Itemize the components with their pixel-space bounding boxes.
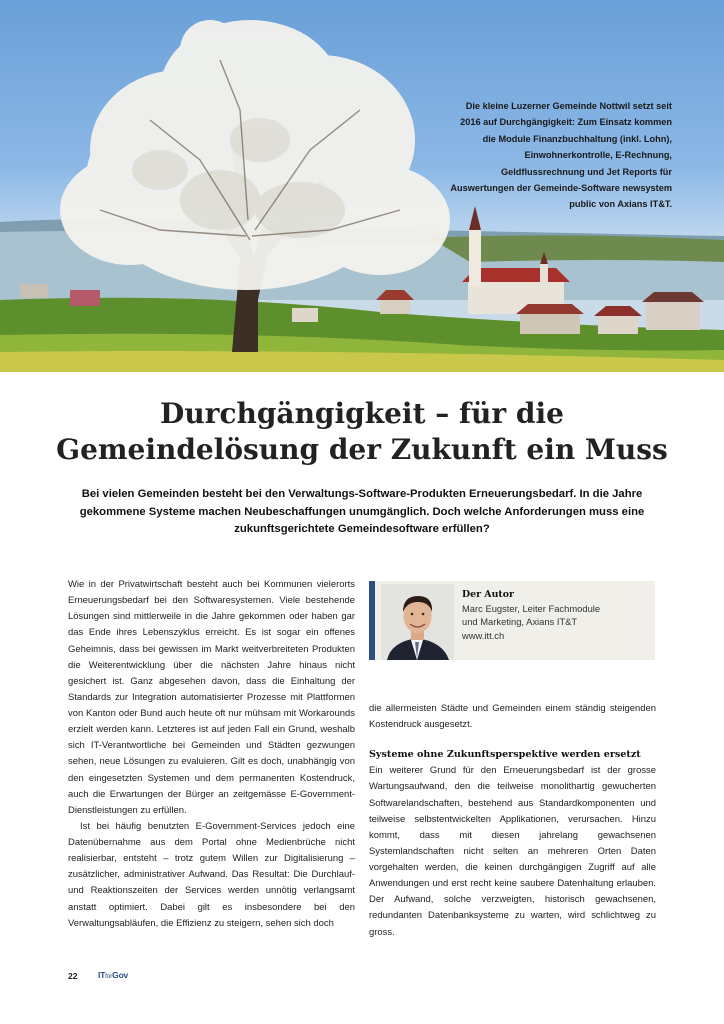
article-headline bbox=[40, 396, 684, 468]
author-portrait bbox=[381, 584, 454, 660]
author-box bbox=[369, 581, 655, 660]
author-accent-bar bbox=[369, 581, 375, 660]
hero-photo bbox=[0, 0, 724, 372]
logo-for: for bbox=[105, 973, 113, 980]
article-lead: Bei vielen Gemeinden besteht bei den Verwaltungs-Software-Produkten Erneuerungsbedarf. In die Jahre gekommene Systeme machen Neubeschaffungen unumgänglich. Doch welche Anforderungen muss eine zukunftsgerichtete Gemeindesoftware erfüllen? bbox=[79, 488, 645, 535]
body-paragraph: Wie in der Privatwirtschaft besteht auch bei Kommunen vielerorts Erneuerungsbedarf bei den Softwaresystemen. Viele bestehende Lösungen sind mittlerweile in die Jahre gekommen oder haben gar das Ende ihres Lebenszyklus erreicht. Es ist sogar ein offenes Geheimnis, dass bei gewissen im Markt weitverbreiteten Produkten die Weiterentwicklung über die nächsten Jahre hinaus nicht gesichert ist. Ganz abgesehen davon, dass die Einhaltung der Standards zur Integration automatisierter Prozesse mit Plattformen von Kanton oder Bund auch heute oft nur mühsam mit Workarounds erzielt werden kann. Letzteres ist auf jeden Fall ein Grund, weshalb sich IT-Verantwortliche bei Gemeinden und Städten gezwungen sehen, neue Lösungen zu evaluieren. Gilt es doch, unabhängig von den eingesetzten Systemen und dem permanenten Kostendruck, auch die Erwartungen der Bürger an zeitgemässe E-Government-Dienstleistungen zu erfüllen. bbox=[68, 579, 355, 816]
author-website-link[interactable]: www.itt.ch bbox=[462, 629, 505, 641]
logo-it: IT bbox=[98, 970, 106, 980]
section-subheading: Systeme ohne Zukunftsperspektive werden ersetzt bbox=[369, 749, 641, 761]
body-column-left bbox=[68, 577, 355, 932]
hero-caption: Die kleine Luzerner Gemeinde Nottwil setzt seit 2016 auf Durchgängigkeit: Zum Einsatz kommen die Module Finanzbuchhaltung (inkl. Lohn), Einwohnerkontrolle, E-Rechnung, Geldflussrechnung und Jet Reports für Auswertungen der Gemeinde-Software newsystem public von Axians IT&T. bbox=[450, 101, 672, 210]
body-paragraph: die allermeisten Städte und Gemeinden einem ständig steigenden Kostendruck ausgesetzt. bbox=[369, 703, 656, 731]
publication-logo bbox=[98, 970, 128, 980]
author-role: und Marketing, Axians IT&T bbox=[462, 616, 578, 627]
logo-gov: Gov bbox=[112, 970, 129, 980]
body-paragraph: Ein weiterer Grund für den Erneuerungsbedarf ist der grosse Wartungsaufwand, den die teilweise monolithartig gewucherten Softwarelandschaften, bestehend aus Standardkomponenten und teilweise selbstentwickelten Applikationen, verursachen. Hinzu kommt, dass mit diesen jahrelang gewachsenen Systemlandschaften nicht selten an mehreren Orten Daten vorgehalten werden, die keinen durchgängigen Zugriff auf alle Anwendungen und erst recht keine saubere Datenhaltung erlauben. Der Aufwand, solche verzweigten, historisch gewachsenen, redundanten Datenbanksysteme zu warten, wird schlichtweg zu gross. bbox=[369, 765, 656, 938]
headline-line-1: Durchgängigkeit – für die bbox=[160, 397, 564, 430]
author-info bbox=[462, 588, 652, 642]
page-number: 22 bbox=[68, 971, 78, 981]
author-heading: Der Autor bbox=[462, 589, 514, 600]
author-name: Marc Eugster, Leiter Fachmodule bbox=[462, 602, 601, 614]
headline-line-2: Gemeindelösung der Zukunft ein Muss bbox=[56, 433, 668, 466]
body-paragraph: Ist bei häufig benutzten E-Government-Services jedoch eine Datenübernahme aus dem Portal ohne Medienbrüche nicht realisierbar, entsteht – trotz gutem Willen zur Digitalisierung – zusätzlicher, administrativer Aufwand. Das Resultat: Die Durchlauf- und Reaktionszeiten der Services werden unnötig verlangsamt anstatt optimiert. Dabei gilt es insbesondere bei den Verwaltungsabläufen, die Effizienz zu steigern, sehen sich doch bbox=[68, 820, 355, 929]
body-column-right bbox=[369, 701, 656, 941]
